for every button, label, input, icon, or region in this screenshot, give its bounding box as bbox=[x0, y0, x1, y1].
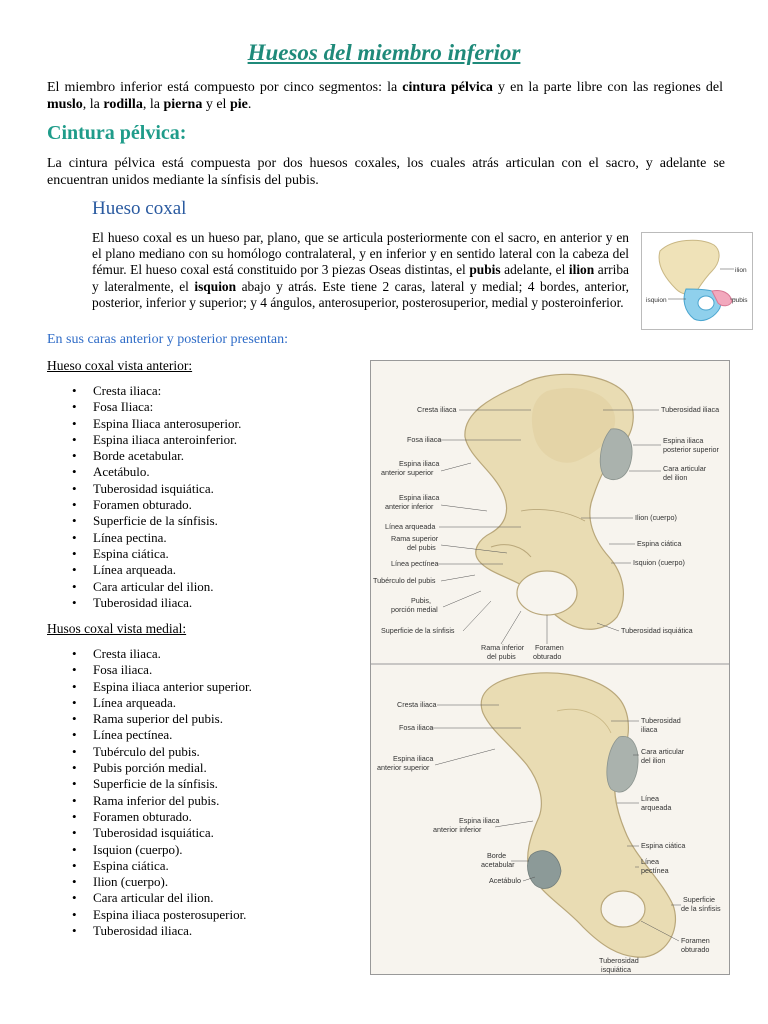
medial-heading: Husos coxal vista medial: bbox=[47, 621, 187, 636]
fig-top-label-ramainf-2: del pubis bbox=[487, 652, 516, 661]
list-item: • Línea arqueada. bbox=[47, 562, 241, 578]
list-item: • Espina iliaca posterosuperior. bbox=[47, 907, 252, 923]
list-item: • Espina ciática. bbox=[47, 546, 241, 562]
fig-bot-label-for-1: Foramen bbox=[681, 936, 710, 945]
intro-bold-pierna: pierna bbox=[163, 97, 203, 112]
intro-text: . bbox=[247, 97, 252, 112]
fig-top-label-eiai-1: Espina iliaca bbox=[399, 493, 440, 502]
list-item: • Superficie de la sínfisis. bbox=[47, 513, 241, 529]
list-item: • Cresta iliaca: bbox=[47, 383, 241, 399]
fig-top-label-eias-1: Espina iliaca bbox=[399, 459, 440, 468]
intro-text: , la bbox=[82, 97, 104, 112]
intro-text: y el bbox=[202, 97, 230, 112]
fig-top-label-eiai-2: anterior inferior bbox=[385, 502, 434, 511]
list-item: • Tuberosidad iliaca. bbox=[47, 595, 241, 611]
fig-bot-label-tubisq-1: Tuberosidad bbox=[599, 956, 639, 965]
list-item: • Espina Iliaca anterosuperior. bbox=[47, 416, 241, 432]
fig-top-label-cara-2: del ilion bbox=[663, 473, 688, 482]
list-item: • Superficie de la sínfisis. bbox=[47, 776, 252, 792]
list-item: • Tuberosidad isquiática. bbox=[47, 825, 252, 841]
thumb-label-isquion: isquion bbox=[646, 297, 667, 304]
fig-bot-label-cresta: Cresta iliaca bbox=[397, 700, 437, 709]
list-item: • Cresta iliaca. bbox=[47, 646, 252, 662]
list-item: • Línea pectínea. bbox=[47, 727, 252, 743]
list-item: • Cara articular del ilion. bbox=[47, 890, 252, 906]
page-title: Huesos del miembro inferior bbox=[247, 40, 521, 65]
intro-bold-pie: pie bbox=[229, 97, 248, 112]
intro-text: El miembro inferior está compuesto por cinco segmentos: la bbox=[47, 80, 403, 95]
list-item: • Isquion (cuerpo). bbox=[47, 842, 252, 858]
section-heading-cintura: Cintura pélvica: bbox=[47, 122, 187, 144]
fig-bot-label-ciatica: Espina ciática bbox=[641, 841, 686, 850]
fig-bot-label-linea-2: arqueada bbox=[641, 803, 672, 812]
fig-top-label-pectinea: Línea pectínea bbox=[391, 559, 439, 568]
fig-top-label-rama-1: Rama superior bbox=[391, 534, 439, 543]
anterior-heading: Hueso coxal vista anterior: bbox=[47, 358, 193, 373]
intro-bold-muslo: muslo bbox=[47, 97, 83, 112]
list-item: • Fosa Iliaca: bbox=[47, 399, 241, 415]
fig-top-label-ramainf-1: Rama inferior bbox=[481, 643, 525, 652]
coxal-thumbnail bbox=[641, 232, 753, 330]
list-item: • Línea arqueada. bbox=[47, 695, 252, 711]
anterior-list bbox=[47, 383, 241, 611]
thumb-label-ilion: ilion bbox=[735, 267, 747, 274]
intro-text: , la bbox=[142, 97, 164, 112]
fig-top-label-cara-1: Cara articular bbox=[663, 464, 707, 473]
fig-top-label-foramen-2: obturado bbox=[533, 652, 562, 661]
fig-top-label-eips-2: posterior superior bbox=[663, 445, 719, 454]
medial-list bbox=[47, 646, 252, 939]
fig-bot-label-cara-2: del ilion bbox=[641, 756, 666, 765]
list-item: • Pubis porción medial. bbox=[47, 760, 252, 776]
fig-top-label-fosa: Fosa iliaca bbox=[407, 435, 442, 444]
fig-bot-label-for-2: obturado bbox=[681, 945, 710, 954]
fig-top-label-tub-isq: Tuberosidad isquiática bbox=[621, 626, 693, 635]
fig-bot-label-pect-1: Línea bbox=[641, 857, 659, 866]
fig-bot-label-tub-1: Tuberosidad bbox=[641, 716, 681, 725]
list-item: • Foramen obturado. bbox=[47, 497, 241, 513]
fig-top-label-cresta: Cresta iliaca bbox=[417, 405, 457, 414]
list-item: • Fosa iliaca. bbox=[47, 662, 252, 678]
fig-bot-label-cara-1: Cara articular bbox=[641, 747, 685, 756]
fig-bot-label-fosa: Fosa iliaca bbox=[399, 723, 434, 732]
coxal-thumbnail-illustration bbox=[642, 233, 752, 329]
fig-bot-label-linea-1: Línea bbox=[641, 794, 659, 803]
list-item: • Línea pectina. bbox=[47, 530, 241, 546]
fig-bot-label-tub-2: iliaca bbox=[641, 725, 658, 734]
list-item: • Espina ciática. bbox=[47, 858, 252, 874]
coxal-text: adelante, el bbox=[500, 262, 569, 278]
list-item: • Ilion (cuerpo). bbox=[47, 874, 252, 890]
intro-bold-cintura: cintura pélvica bbox=[402, 80, 493, 95]
list-item: • Tuberosidad iliaca. bbox=[47, 923, 252, 939]
fig-bot-label-sup-2: de la sínfisis bbox=[681, 904, 721, 913]
fig-bot-label-borde-1: Borde bbox=[487, 851, 507, 860]
fig-top-label-tub-iliaca: Tuberosidad iliaca bbox=[661, 405, 720, 414]
list-item: • Espina iliaca anterior superior. bbox=[47, 679, 252, 695]
list-item: • Tuberosidad isquiática. bbox=[47, 481, 241, 497]
fig-bot-label-sup-1: Superficie bbox=[683, 895, 715, 904]
fig-bot-label-pect-2: pectínea bbox=[641, 866, 669, 875]
fig-bot-label-eias-2: anterior superior bbox=[377, 763, 430, 772]
fig-bot-label-acetabulo: Acetábulo bbox=[489, 876, 521, 885]
caras-link-text: En sus caras anterior y posterior presentan: bbox=[47, 332, 289, 347]
list-item: • Borde acetabular. bbox=[47, 448, 241, 464]
list-item: • Rama inferior del pubis. bbox=[47, 793, 252, 809]
list-item: • Acetábulo. bbox=[47, 464, 241, 480]
fig-bot-label-borde-2: acetabular bbox=[481, 860, 515, 869]
fig-top-label-ilion: Ilion (cuerpo) bbox=[635, 513, 677, 522]
fig-bot-label-eias-1: Espina iliaca bbox=[393, 754, 434, 763]
intro-paragraph bbox=[47, 79, 723, 113]
list-item: • Espina iliaca anteroinferior. bbox=[47, 432, 241, 448]
coxal-bold-pubis: pubis bbox=[469, 262, 501, 278]
fig-bot-label-eiai-2: anterior inferior bbox=[433, 825, 482, 834]
intro-bold-rodilla: rodilla bbox=[103, 97, 143, 112]
fig-top-label-isquion: Isquion (cuerpo) bbox=[633, 558, 685, 567]
list-item: • Foramen obturado. bbox=[47, 809, 252, 825]
fig-top-label-eips-1: Espina iliaca bbox=[663, 436, 704, 445]
fig-top-label-pubis-2: porción medial bbox=[391, 605, 438, 614]
coxal-text: El hueso coxal es un hueso par, plano, que se articula posteriormente con el sacro, en anterior y en el plano mediano con su homólogo contralateral, y en inferior y en sentido lateral con la cabeza del fémur. El hueso coxal está constituido por 3 piezas Oseas distintas, el bbox=[92, 230, 629, 278]
thumb-label-pubis: pubis bbox=[732, 297, 748, 304]
hueso-coxal-paragraph bbox=[92, 230, 629, 311]
coxal-figure-illustration bbox=[371, 361, 729, 974]
fig-top-label-foramen-1: Foramen bbox=[535, 643, 564, 652]
fig-top-label-tuberculo: Tubérculo del pubis bbox=[373, 576, 436, 585]
coxal-figure bbox=[370, 360, 730, 975]
fig-bot-label-tubisq-2: isquiática bbox=[601, 965, 631, 974]
list-item: • Cara articular del ilion. bbox=[47, 579, 241, 595]
fig-top-label-sinfisis: Superficie de la sínfisis bbox=[381, 626, 455, 635]
fig-top-label-arqueada: Línea arqueada bbox=[385, 522, 436, 531]
fig-top-label-eias-2: anterior superior bbox=[381, 468, 434, 477]
list-item: • Rama superior del pubis. bbox=[47, 711, 252, 727]
section-heading-hueso-coxal: Hueso coxal bbox=[92, 198, 187, 219]
coxal-text: arriba y lateralmente, el bbox=[92, 262, 629, 294]
fig-top-label-ciatica: Espina ciática bbox=[637, 539, 682, 548]
fig-top-label-rama-2: del pubis bbox=[407, 543, 436, 552]
cintura-paragraph: La cintura pélvica está compuesta por dos huesos coxales, los cuales atrás articulan con el sacro, y adelante se encuentran unidos mediante la sínfisis del pubis. bbox=[47, 156, 725, 188]
coxal-bold-isquion: isquion bbox=[194, 278, 237, 294]
fig-top-label-pubis-1: Pubis, bbox=[411, 596, 431, 605]
list-item: • Tubérculo del pubis. bbox=[47, 744, 252, 760]
intro-text: y en la parte libre con las regiones del bbox=[492, 80, 724, 95]
coxal-text: abajo y atrás. Este tiene 2 caras, lateral y medial; 4 bordes, anterior, posterior, inferior y superior; y 4 ángulos, anterosuperior, posterosuperior, medial y posteroinferior. bbox=[92, 278, 629, 310]
coxal-bold-ilion: ilion bbox=[568, 262, 595, 278]
fig-bot-label-eiai-1: Espina iliaca bbox=[459, 816, 500, 825]
